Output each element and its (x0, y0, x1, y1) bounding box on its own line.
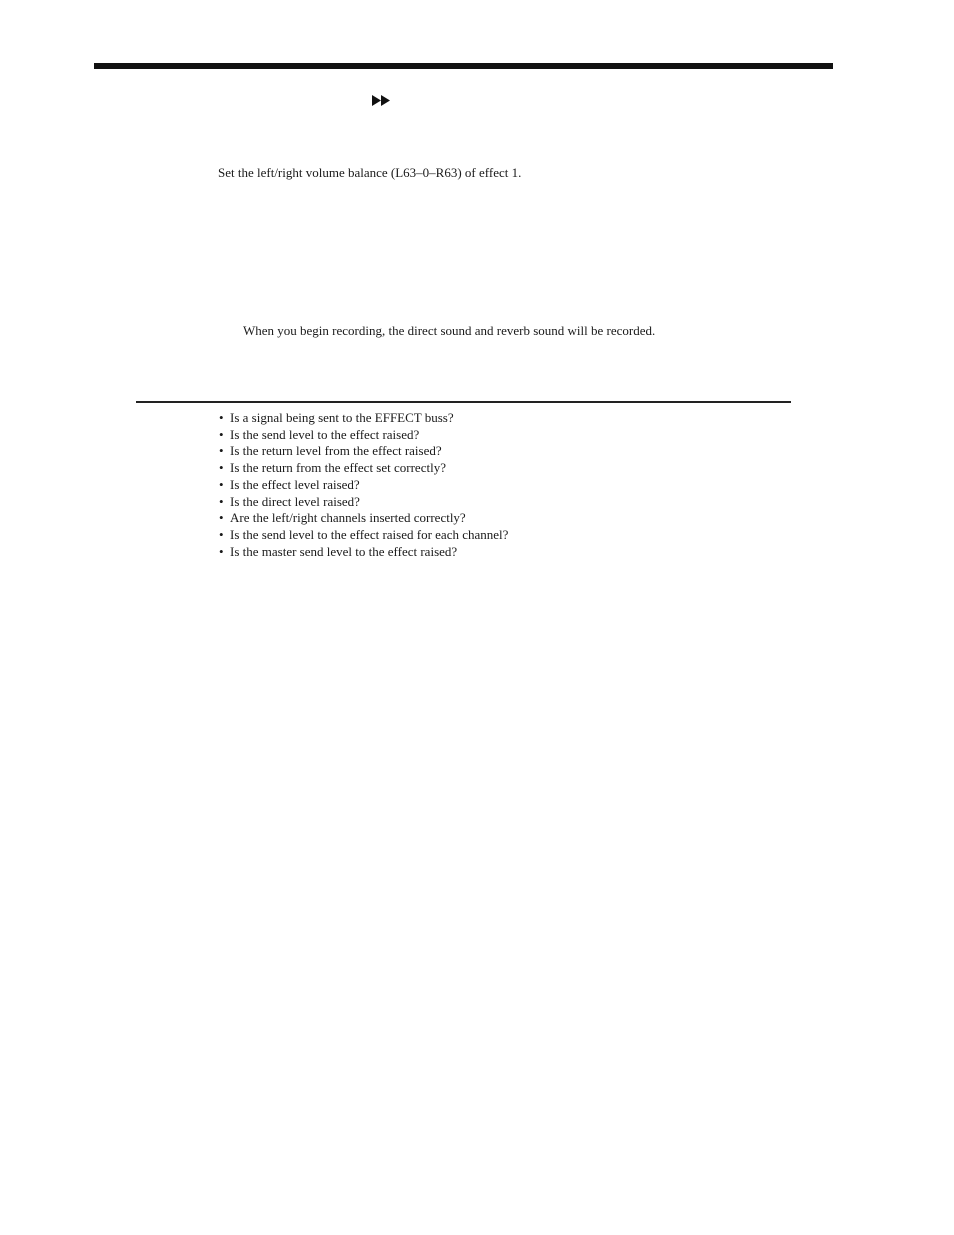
list-item (219, 544, 508, 561)
bullet: • (219, 526, 224, 542)
balance-instruction: Set the left/right volume balance (L63–0–R63) of effect 1. (218, 165, 522, 180)
list-item-text: Is the effect level raised? (230, 476, 360, 492)
list-item (219, 443, 508, 460)
header-rule (94, 63, 833, 69)
list-item (219, 410, 508, 427)
list-item-text: Is the master send level to the effect raised? (230, 543, 458, 559)
list-item (219, 477, 508, 494)
bullet: • (219, 426, 224, 442)
list-item-text: Is the return from the effect set correctly? (230, 460, 446, 476)
bullet: • (219, 476, 224, 492)
list-item-text: Is the direct level raised? (230, 493, 360, 509)
bullet: • (219, 510, 224, 526)
list-item (219, 494, 508, 511)
list-item-text: Are the left/right channels inserted correctly? (230, 510, 466, 526)
list-item-text: Is the return level from the effect raised? (230, 443, 442, 459)
bullet: • (219, 493, 224, 509)
fast-forward-icon (372, 95, 392, 106)
bullet: • (219, 410, 224, 425)
recording-note: When you begin recording, the direct sound and reverb sound will be recorded. (243, 323, 656, 338)
list-item (219, 527, 508, 544)
list-item (219, 427, 508, 444)
list-item-text: Is the send level to the effect raised for each channel? (230, 526, 509, 542)
bullet: • (219, 543, 224, 559)
list-item (219, 460, 508, 477)
bullet: • (219, 443, 224, 459)
list-item (219, 510, 508, 527)
section-divider (136, 401, 791, 403)
list-item-text: Is a signal being sent to the EFFECT buss? (230, 410, 454, 425)
troubleshooting-checklist (219, 410, 508, 560)
bullet: • (219, 460, 224, 476)
list-item-text: Is the send level to the effect raised? (230, 426, 420, 442)
